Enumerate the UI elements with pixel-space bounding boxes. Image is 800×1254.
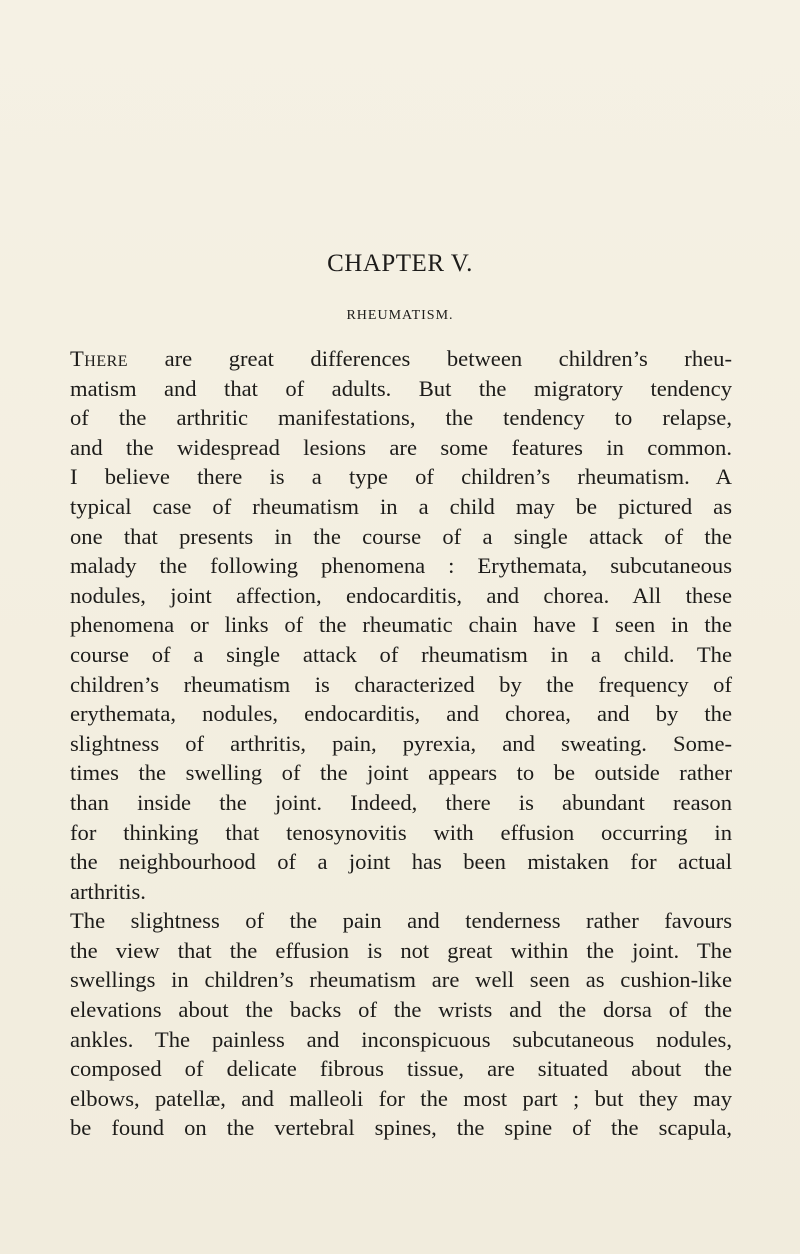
text-line: and the widespread lesions are some features in common. [70,434,732,460]
text-line: composed of delicate fibrous tissue, are situated about the [70,1056,732,1082]
text-line: children’s rheumatism is characterized by the frequency of [70,671,732,697]
text-line: ankles. The painless and inconspicuous subcutaneous nodules, [70,1026,732,1052]
text-line: for thinking that tenosynovitis with effusion occurring in [70,819,732,845]
text-line: than inside the joint. Indeed, there is abundant reason [70,789,732,815]
text-line: one that presents in the course of a single attack of the [70,523,732,549]
text-line: elevations about the backs of the wrists and the dorsa of the [70,997,732,1023]
text-line: be found on the vertebral spines, the spine of the scapula, [70,1115,732,1141]
text-line: times the swelling of the joint appears to be outside rather [70,760,732,786]
text-line: swellings in children’s rheumatism are well seen as cushion-like [70,967,732,993]
text-line: arthritis. [70,878,146,904]
chapter-title: CHAPTER V. [327,250,473,277]
text-line: The slightness of the pain and tenderness rather favours [70,908,732,934]
text-line: malady the following phenomena : Erythemata, subcutaneous [70,553,732,579]
section-title: RHEUMATISM. [346,308,454,323]
text-line: course of a single attack of rheumatism in a child. The [70,641,732,667]
text-line: slightness of arthritis, pain, pyrexia, and sweating. Some- [70,730,732,756]
text-line: phenomena or links of the rheumatic chain have I seen in the [70,612,732,638]
text-line: There are great differences between children’s rheu- [70,346,732,371]
text-line: the neighbourhood of a joint has been mistaken for actual [70,849,732,875]
text-line: matism and that of adults. But the migratory tendency [70,375,732,401]
text-line: erythemata, nodules, endocarditis, and chorea, and by the [70,701,732,727]
text-line: I believe there is a type of children’s rheumatism. A [70,464,732,490]
text-line: of the arthritic manifestations, the tendency to relapse, [70,405,732,431]
text-line: nodules, joint affection, endocarditis, and chorea. All these [70,582,732,608]
drop-word: There [70,346,129,371]
body-text [70,344,732,1143]
text-line: the view that the effusion is not great within the joint. The [70,937,732,963]
text-line: typical case of rheumatism in a child may be pictured as [70,493,732,519]
text-line: elbows, patellæ, and malleoli for the most part ; but they may [70,1085,732,1111]
